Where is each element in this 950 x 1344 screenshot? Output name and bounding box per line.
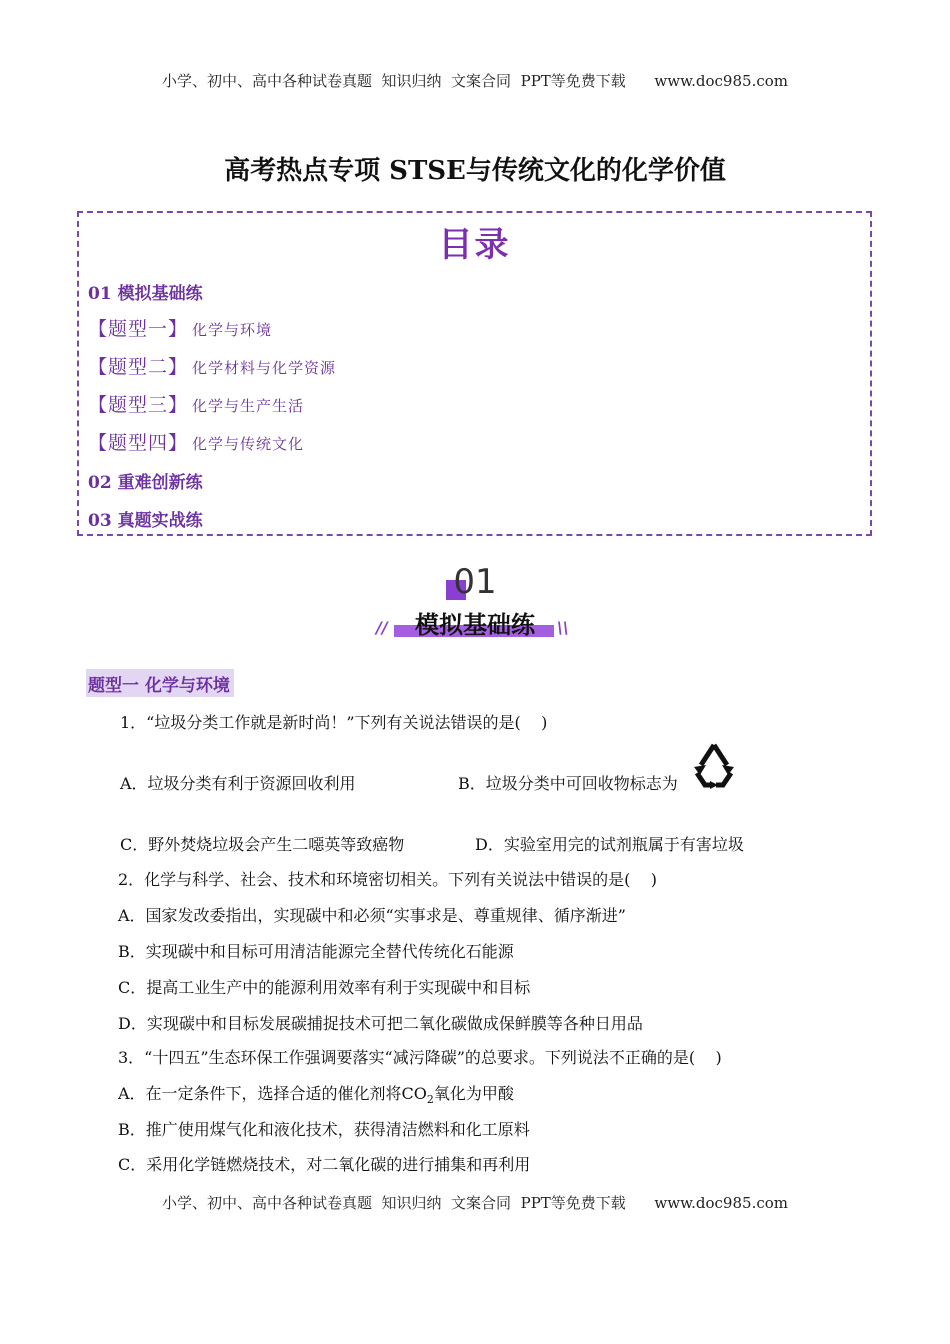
toc-section-1[interactable]: 01 模拟基础练 [88, 284, 203, 304]
q2-option-b: B．实现碳中和目标可用清洁能源完全替代传统化石能源 [118, 942, 514, 961]
toc-type-3-topic: 化学与生产生活 [192, 397, 305, 415]
q1-option-b: B．垃圾分类中可回收物标志为 [458, 774, 678, 793]
q3-option-a-sub: 2 [426, 1093, 434, 1107]
toc-type-2-label: 【题型二】 [88, 356, 189, 378]
q2-option-d: D．实现碳中和目标发展碳捕捉技术可把二氧化碳做成保鲜膜等各种日用品 [118, 1014, 643, 1033]
q2-stem: 2．化学与科学、社会、技术和环境密切相关。下列有关说法中错误的是( ) [118, 870, 658, 889]
toc-type-4-label: 【题型四】 [88, 432, 189, 454]
page-header: 小学、初中、高中各种试卷真题 知识归纳 文案合同 PPT等免费下载 www.doc985.com [161, 72, 788, 90]
section-number: 01 [453, 562, 497, 602]
q1-option-d: D．实验室用完的试剂瓶属于有害垃圾 [475, 835, 744, 854]
document-title: 高考热点专项 STSE与传统文化的化学价值 [224, 156, 726, 186]
toc-type-1[interactable] [88, 314, 272, 341]
toc-section-3[interactable]: 03 真题实战练 [88, 511, 203, 531]
page-footer: 小学、初中、高中各种试卷真题 知识归纳 文案合同 PPT等免费下载 www.doc985.com [161, 1194, 788, 1212]
toc-title: 目录 [438, 225, 511, 265]
recycle-icon [692, 741, 736, 789]
q3-option-c: C．采用化学链燃烧技术，对二氧化碳的进行捕集和再利用 [118, 1155, 531, 1174]
toc-type-3-label: 【题型三】 [88, 394, 189, 416]
q2-option-c: C．提高工业生产中的能源利用效率有利于实现碳中和目标 [118, 978, 531, 997]
q1-stem: 1．“垃圾分类工作就是新时尚！”下列有关说法错误的是( ) [120, 713, 548, 732]
toc-type-4[interactable] [88, 428, 304, 455]
q3-option-a-post: 氧化为甲酸 [433, 1084, 514, 1103]
toc-type-1-label: 【题型一】 [88, 318, 189, 340]
toc-section-2[interactable]: 02 重难创新练 [88, 473, 203, 493]
type-heading: 题型一 化学与环境 [86, 669, 234, 697]
toc-type-2[interactable] [88, 352, 336, 379]
q1-option-a: A．垃圾分类有利于资源回收利用 [120, 774, 356, 793]
toc-type-3[interactable] [88, 390, 304, 417]
table-of-contents [77, 211, 872, 536]
toc-type-1-topic: 化学与环境 [192, 321, 273, 339]
section-label: 模拟基础练 [415, 611, 535, 639]
q3-option-a-pre: A．在一定条件下，选择合适的催化剂将CO [118, 1084, 427, 1103]
q2-option-a: A．国家发改委指出，实现碳中和必须“实事求是、尊重规律、循序渐进” [118, 906, 626, 925]
q1-option-c: C．野外焚烧垃圾会产生二噁英等致癌物 [120, 835, 405, 854]
q3-option-b: B．推广使用煤气化和液化技术，获得清洁燃料和化工原料 [118, 1120, 530, 1139]
q3-stem: 3．“十四五”生态环保工作强调要落实“减污降碳”的总要求。下列说法不正确的是( ) [118, 1048, 722, 1067]
section-right-mark: \\ [557, 618, 569, 637]
toc-type-4-topic: 化学与传统文化 [192, 435, 305, 453]
q3-option-a [118, 1081, 514, 1106]
toc-type-2-topic: 化学材料与化学资源 [192, 359, 337, 377]
section-left-mark: // [376, 618, 388, 637]
